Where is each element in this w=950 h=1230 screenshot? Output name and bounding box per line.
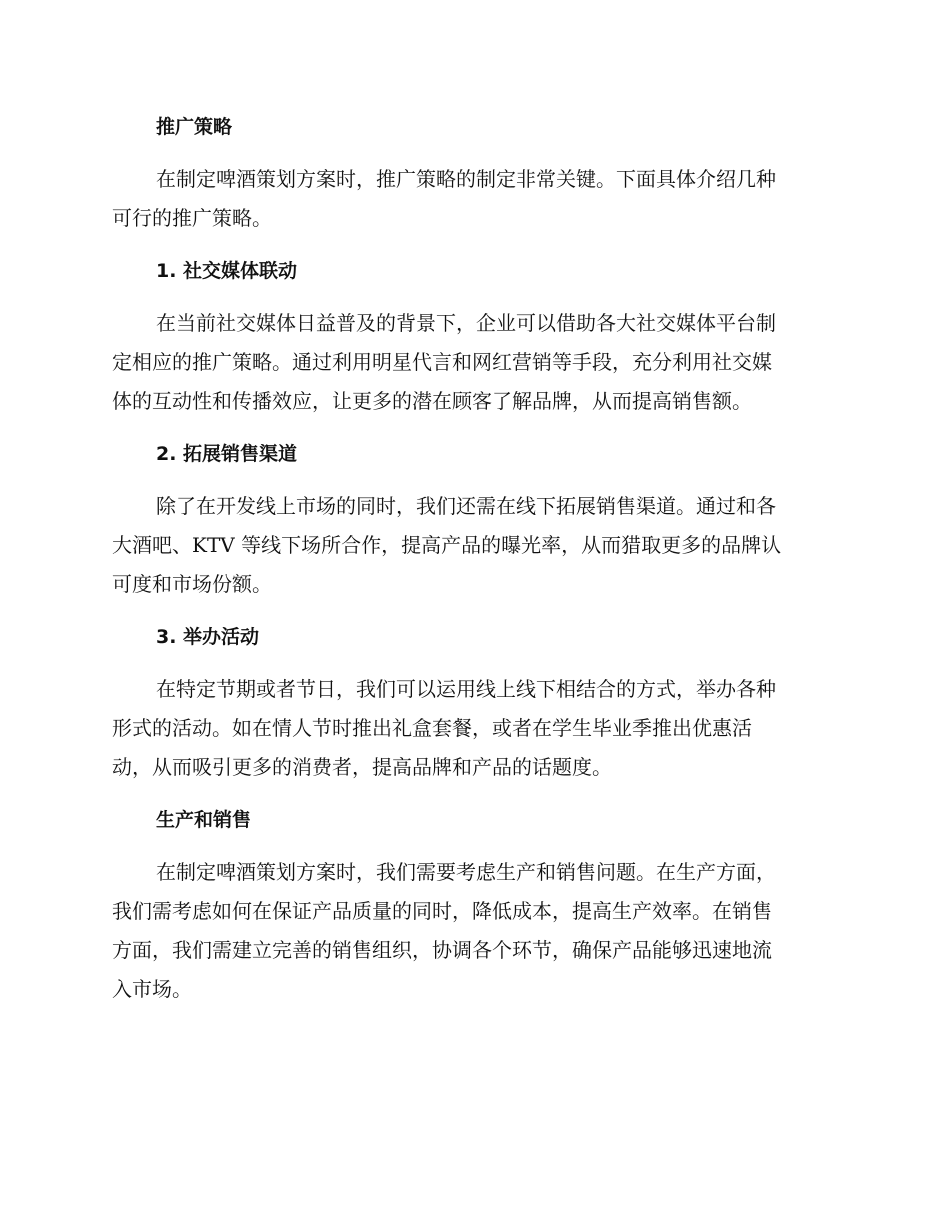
paragraph-line: 除了在开发线上市场的同时，我们还需在线下拓展销售渠道。通过和各: [156, 494, 776, 518]
paragraph-line: 定相应的推广策略。通过利用明星代言和网红营销等手段，充分利用社交媒: [112, 350, 772, 374]
section-social-media: [112, 250, 836, 421]
paragraph-line: 动，从而吸引更多的消费者，提高品牌和产品的话题度。: [112, 755, 612, 779]
paragraph-line: 在制定啤酒策划方案时，推广策略的制定非常关键。下面具体介绍几种: [156, 167, 776, 191]
paragraph-line: 我们需考虑如何在保证产品质量的同时，降低成本，提高生产效率。在销售: [112, 899, 772, 923]
paragraph-line: 入市场。: [112, 977, 192, 1001]
paragraph-line: 方面，我们需建立完善的销售组织，协调各个环节，确保产品能够迅速地流: [112, 938, 772, 962]
section-events: [112, 616, 836, 787]
section-heading: 推广策略: [156, 116, 233, 138]
section-heading: 生产和销售: [156, 809, 252, 831]
section-production-sales: [112, 799, 836, 1009]
section-paragraph: [112, 487, 836, 604]
paragraph-line: 大酒吧、KTV 等线下场所合作，提高产品的曝光率，从而猎取更多的品牌认: [112, 533, 782, 557]
section-heading: 2. 拓展销售渠道: [156, 443, 298, 465]
section-heading: 1. 社交媒体联动: [156, 260, 298, 282]
document-body: [112, 106, 836, 1009]
paragraph-line: 在当前社交媒体日益普及的背景下，企业可以借助各大社交媒体平台制: [156, 311, 776, 335]
section-sales-channels: [112, 433, 836, 604]
paragraph-line: 在制定啤酒策划方案时，我们需要考虑生产和销售问题。在生产方面，: [156, 860, 776, 884]
section-heading: 3. 举办活动: [156, 626, 260, 648]
section-promotion-strategy: [112, 106, 836, 238]
section-paragraph: [112, 304, 836, 421]
paragraph-line: 可行的推广策略。: [112, 206, 272, 230]
paragraph-line: 体的互动性和传播效应，让更多的潜在顾客了解品牌，从而提高销售额。: [112, 389, 752, 413]
section-paragraph: [112, 670, 836, 787]
paragraph-line: 在特定节期或者节日，我们可以运用线上线下相结合的方式，举办各种: [156, 677, 776, 701]
paragraph-line: 形式的活动。如在情人节时推出礼盒套餐，或者在学生毕业季推出优惠活: [112, 716, 752, 740]
section-paragraph: [112, 160, 836, 238]
section-paragraph: [112, 853, 836, 1009]
paragraph-line: 可度和市场份额。: [112, 572, 272, 596]
